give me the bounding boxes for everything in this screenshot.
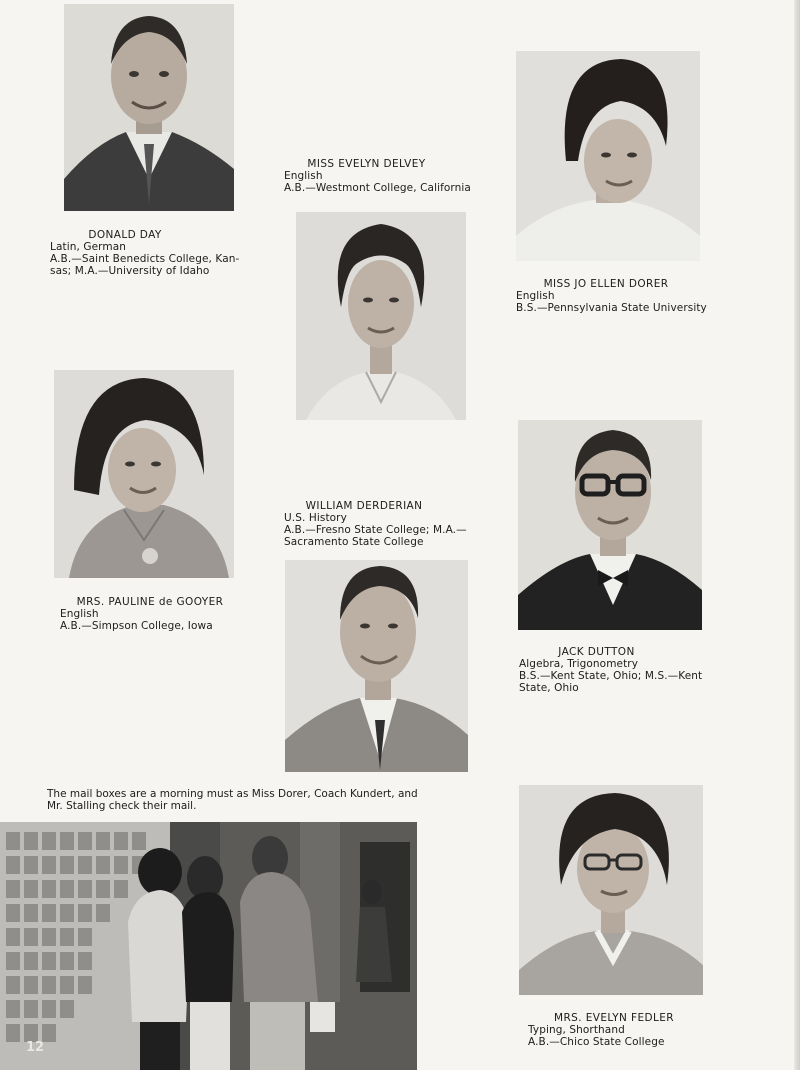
portrait-pauline-de-gooyer xyxy=(54,370,234,578)
faculty-degree: A.B.—Westmont College, California xyxy=(284,182,471,194)
faculty-degree: B.S.—Kent State, Ohio; M.S.—Kent xyxy=(519,670,703,682)
faculty-degree: A.B.—Simpson College, Iowa xyxy=(60,620,213,632)
faculty-name: JACK DUTTON xyxy=(558,646,635,658)
faculty-subjects: English xyxy=(284,170,323,182)
portrait-jo-ellen-dorer-image xyxy=(516,51,700,261)
page-edge xyxy=(794,0,800,1070)
caption-evelyn-fedler xyxy=(528,1012,728,1048)
portrait-donald-day xyxy=(64,4,234,211)
mailroom-caption-line: Mr. Stalling check their mail. xyxy=(47,800,197,812)
mailroom-photo-image xyxy=(0,822,417,1070)
caption-donald-day xyxy=(50,229,250,277)
mailroom-caption-line: The mail boxes are a morning must as Miss Dorer, Coach Kundert, and xyxy=(47,788,418,800)
portrait-pauline-de-gooyer-image xyxy=(54,370,234,578)
faculty-name: WILLIAM DERDERIAN xyxy=(305,500,423,512)
portrait-william-derderian-image xyxy=(285,560,468,772)
faculty-name: MISS EVELYN DELVEY xyxy=(307,158,426,170)
portrait-evelyn-delvey xyxy=(296,212,466,420)
portrait-evelyn-fedler xyxy=(519,785,703,995)
faculty-subjects: Latin, German xyxy=(50,241,126,253)
faculty-degree: Sacramento State College xyxy=(284,536,424,548)
faculty-degree: A.B.—Chico State College xyxy=(528,1036,665,1048)
faculty-name: MISS JO ELLEN DORER xyxy=(543,278,669,290)
faculty-name: MRS. EVELYN FEDLER xyxy=(554,1012,674,1024)
faculty-name: MRS. PAULINE de GOOYER xyxy=(76,596,224,608)
faculty-degree: sas; M.A.—University of Idaho xyxy=(50,265,210,277)
portrait-jack-dutton-image xyxy=(518,420,702,630)
faculty-degree: A.B.—Saint Benedicts College, Kan- xyxy=(50,253,240,265)
portrait-jack-dutton xyxy=(518,420,702,630)
caption-evelyn-delvey xyxy=(284,158,484,194)
faculty-subjects: Algebra, Trigonometry xyxy=(519,658,639,670)
faculty-degree: B.S.—Pennsylvania State University xyxy=(516,302,707,314)
faculty-subjects: Typing, Shorthand xyxy=(528,1024,625,1036)
portrait-donald-day-image xyxy=(64,4,234,211)
caption-jack-dutton xyxy=(519,646,719,694)
faculty-subjects: English xyxy=(60,608,99,620)
faculty-subjects: English xyxy=(516,290,555,302)
portrait-william-derderian xyxy=(285,560,468,772)
caption-william-derderian xyxy=(284,500,484,548)
faculty-degree: State, Ohio xyxy=(519,682,579,694)
mailroom-photo xyxy=(0,822,417,1070)
caption-jo-ellen-dorer xyxy=(516,278,716,314)
faculty-subjects: U.S. History xyxy=(284,512,347,524)
portrait-evelyn-fedler-image xyxy=(519,785,703,995)
mailroom-caption xyxy=(47,788,417,812)
page-number: 12 xyxy=(26,1040,45,1055)
faculty-degree: A.B.—Fresno State College; M.A.— xyxy=(284,524,467,536)
portrait-evelyn-delvey-image xyxy=(296,212,466,420)
portrait-jo-ellen-dorer xyxy=(516,51,700,261)
caption-pauline-de-gooyer xyxy=(60,596,260,632)
faculty-name: DONALD DAY xyxy=(88,229,162,241)
